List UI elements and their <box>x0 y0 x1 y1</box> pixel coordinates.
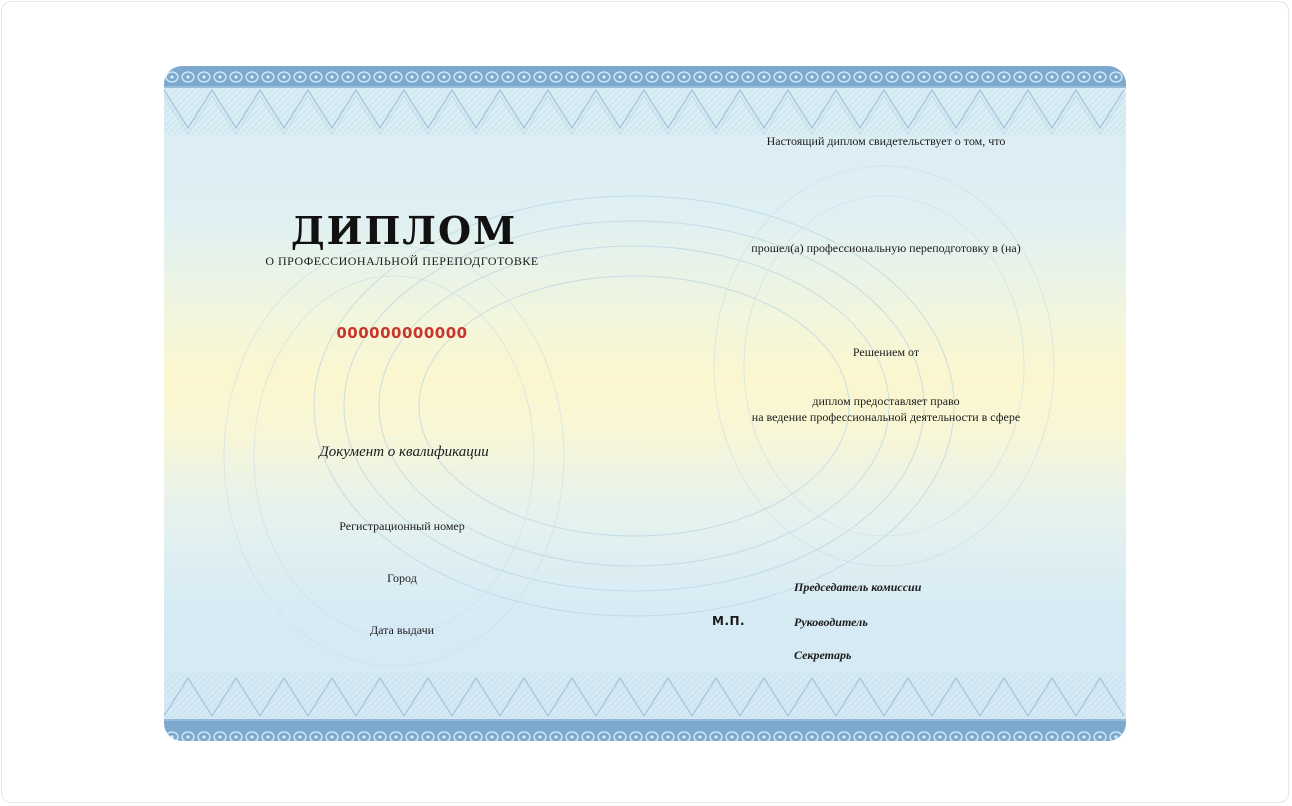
qualification-document-label: Документ о квалификации <box>319 444 489 460</box>
head-signature-label: Руководитель <box>794 615 868 629</box>
right-line-2: на ведение профессиональной деятельности в сфере <box>751 410 1021 424</box>
issue-date-label: Дата выдачи <box>369 623 435 637</box>
certifies-text: Настоящий диплом свидетельствует о том, что <box>766 134 1006 148</box>
top-border-band <box>164 66 1126 86</box>
chairman-signature-label: Председатель комиссии <box>794 580 922 594</box>
diploma-subtitle: О ПРОФЕССИОНАЛЬНОЙ ПЕРЕПОДГОТОВКЕ <box>265 254 539 268</box>
city-label: Город <box>387 571 417 585</box>
bottom-border-band <box>164 721 1126 741</box>
registration-number-label: Регистрационный номер <box>339 519 465 533</box>
diploma-number: 000000000000 <box>336 324 468 342</box>
diploma-title: ДИПЛОМ <box>290 208 518 253</box>
guilloche-background <box>164 66 1126 741</box>
secretary-signature-label: Секретарь <box>794 648 852 662</box>
decision-text: Решением от <box>852 345 920 359</box>
right-line-1: диплом предоставляет право <box>812 394 960 408</box>
retraining-text: прошел(а) профессиональную переподготовку в (на) <box>751 241 1021 255</box>
diploma-document <box>164 66 1126 741</box>
stamp-place-label: М.П. <box>712 614 746 628</box>
